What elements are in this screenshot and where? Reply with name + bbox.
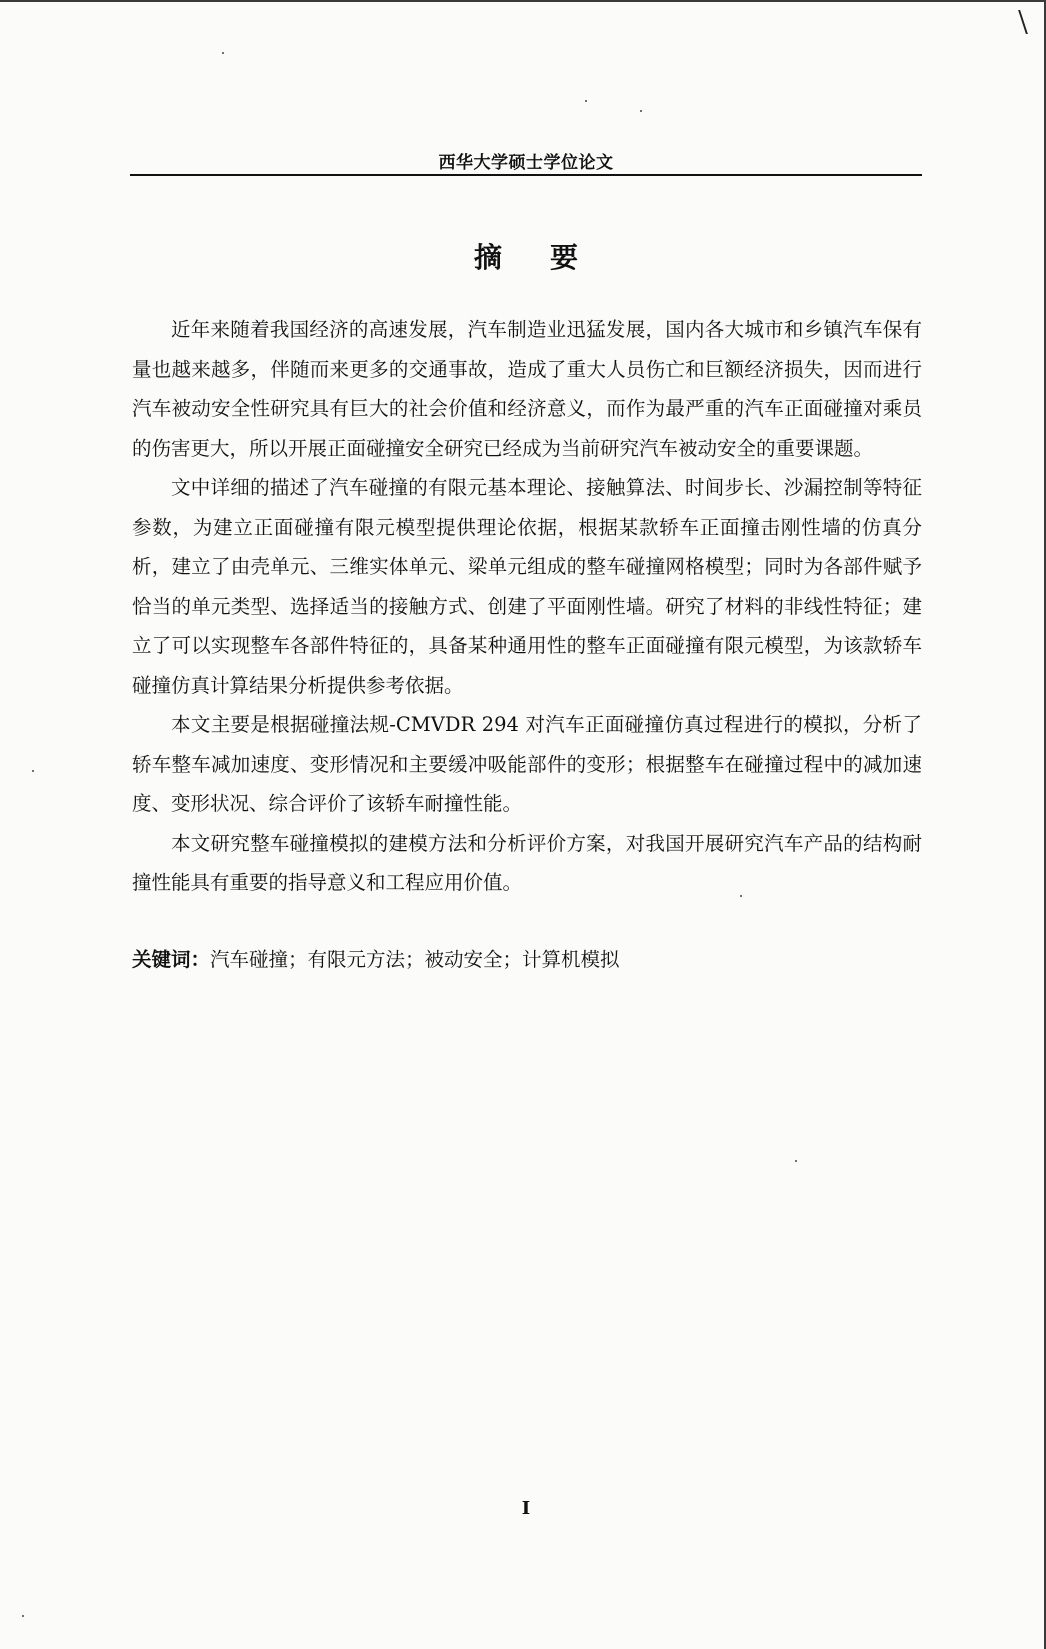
abstract-body xyxy=(132,310,922,903)
scan-speck xyxy=(640,110,642,112)
scan-speck xyxy=(22,1615,24,1617)
keywords-label: 关键词： xyxy=(132,948,211,971)
abstract-paragraph: 本文主要是根据碰撞法规-CMVDR 294 对汽车正面碰撞仿真过程进行的模拟，分析了轿车整车减加速度、变形情况和主要缓冲吸能部件的变形；根据整车在碰撞过程中的减加速度、变形状况、综合评价了该轿车耐撞性能。 xyxy=(132,713,922,815)
keywords-text: 汽车碰撞；有限元方法；被动安全；计算机模拟 xyxy=(210,948,620,971)
scan-edge-top xyxy=(0,0,1046,2)
scan-speck xyxy=(795,1160,797,1162)
running-header: 西华大学硕士学位论文 xyxy=(438,153,614,173)
scan-speck xyxy=(222,52,224,54)
scan-speck xyxy=(585,100,587,102)
scan-corner-mark xyxy=(1018,10,1040,34)
abstract-paragraph: 本文研究整车碰撞模拟的建模方法和分析评价方案，对我国开展研究汽车产品的结构耐撞性能具有重要的指导意义和工程应用价值。 xyxy=(132,831,922,894)
header-rule xyxy=(130,174,922,176)
keywords-line xyxy=(132,945,922,975)
abstract-title: 摘要 xyxy=(473,241,626,274)
page-number: I xyxy=(521,1498,531,1519)
scan-speck xyxy=(32,770,34,772)
abstract-paragraph: 近年来随着我国经济的高速发展，汽车制造业迅猛发展，国内各大城市和乡镇汽车保有量也越来越多，伴随而来更多的交通事故，造成了重大人员伤亡和巨额经济损失，因而进行汽车被动安全性研究具有巨大的社会价值和经济意义，而作为最严重的汽车正面碰撞对乘员的伤害更大，所以开展正面碰撞安全研究已经成为当前研究汽车被动安全的重要课题。 xyxy=(132,318,922,460)
abstract-paragraph: 文中详细的描述了汽车碰撞的有限元基本理论、接触算法、时间步长、沙漏控制等特征参数，为建立正面碰撞有限元模型提供理论依据，根据某款轿车正面撞击刚性墙的仿真分析，建立了由壳单元、三维实体单元、梁单元组成的整车碰撞网格模型；同时为各部件赋予恰当的单元类型、选择适当的接触方式、创建了平面刚性墙。研究了材料的非线性特征；建立了可以实现整车各部件特征的，具备某种通用性的整车正面碰撞有限元模型，为该款轿车碰撞仿真计算结果分析提供参考依据。 xyxy=(132,476,922,697)
